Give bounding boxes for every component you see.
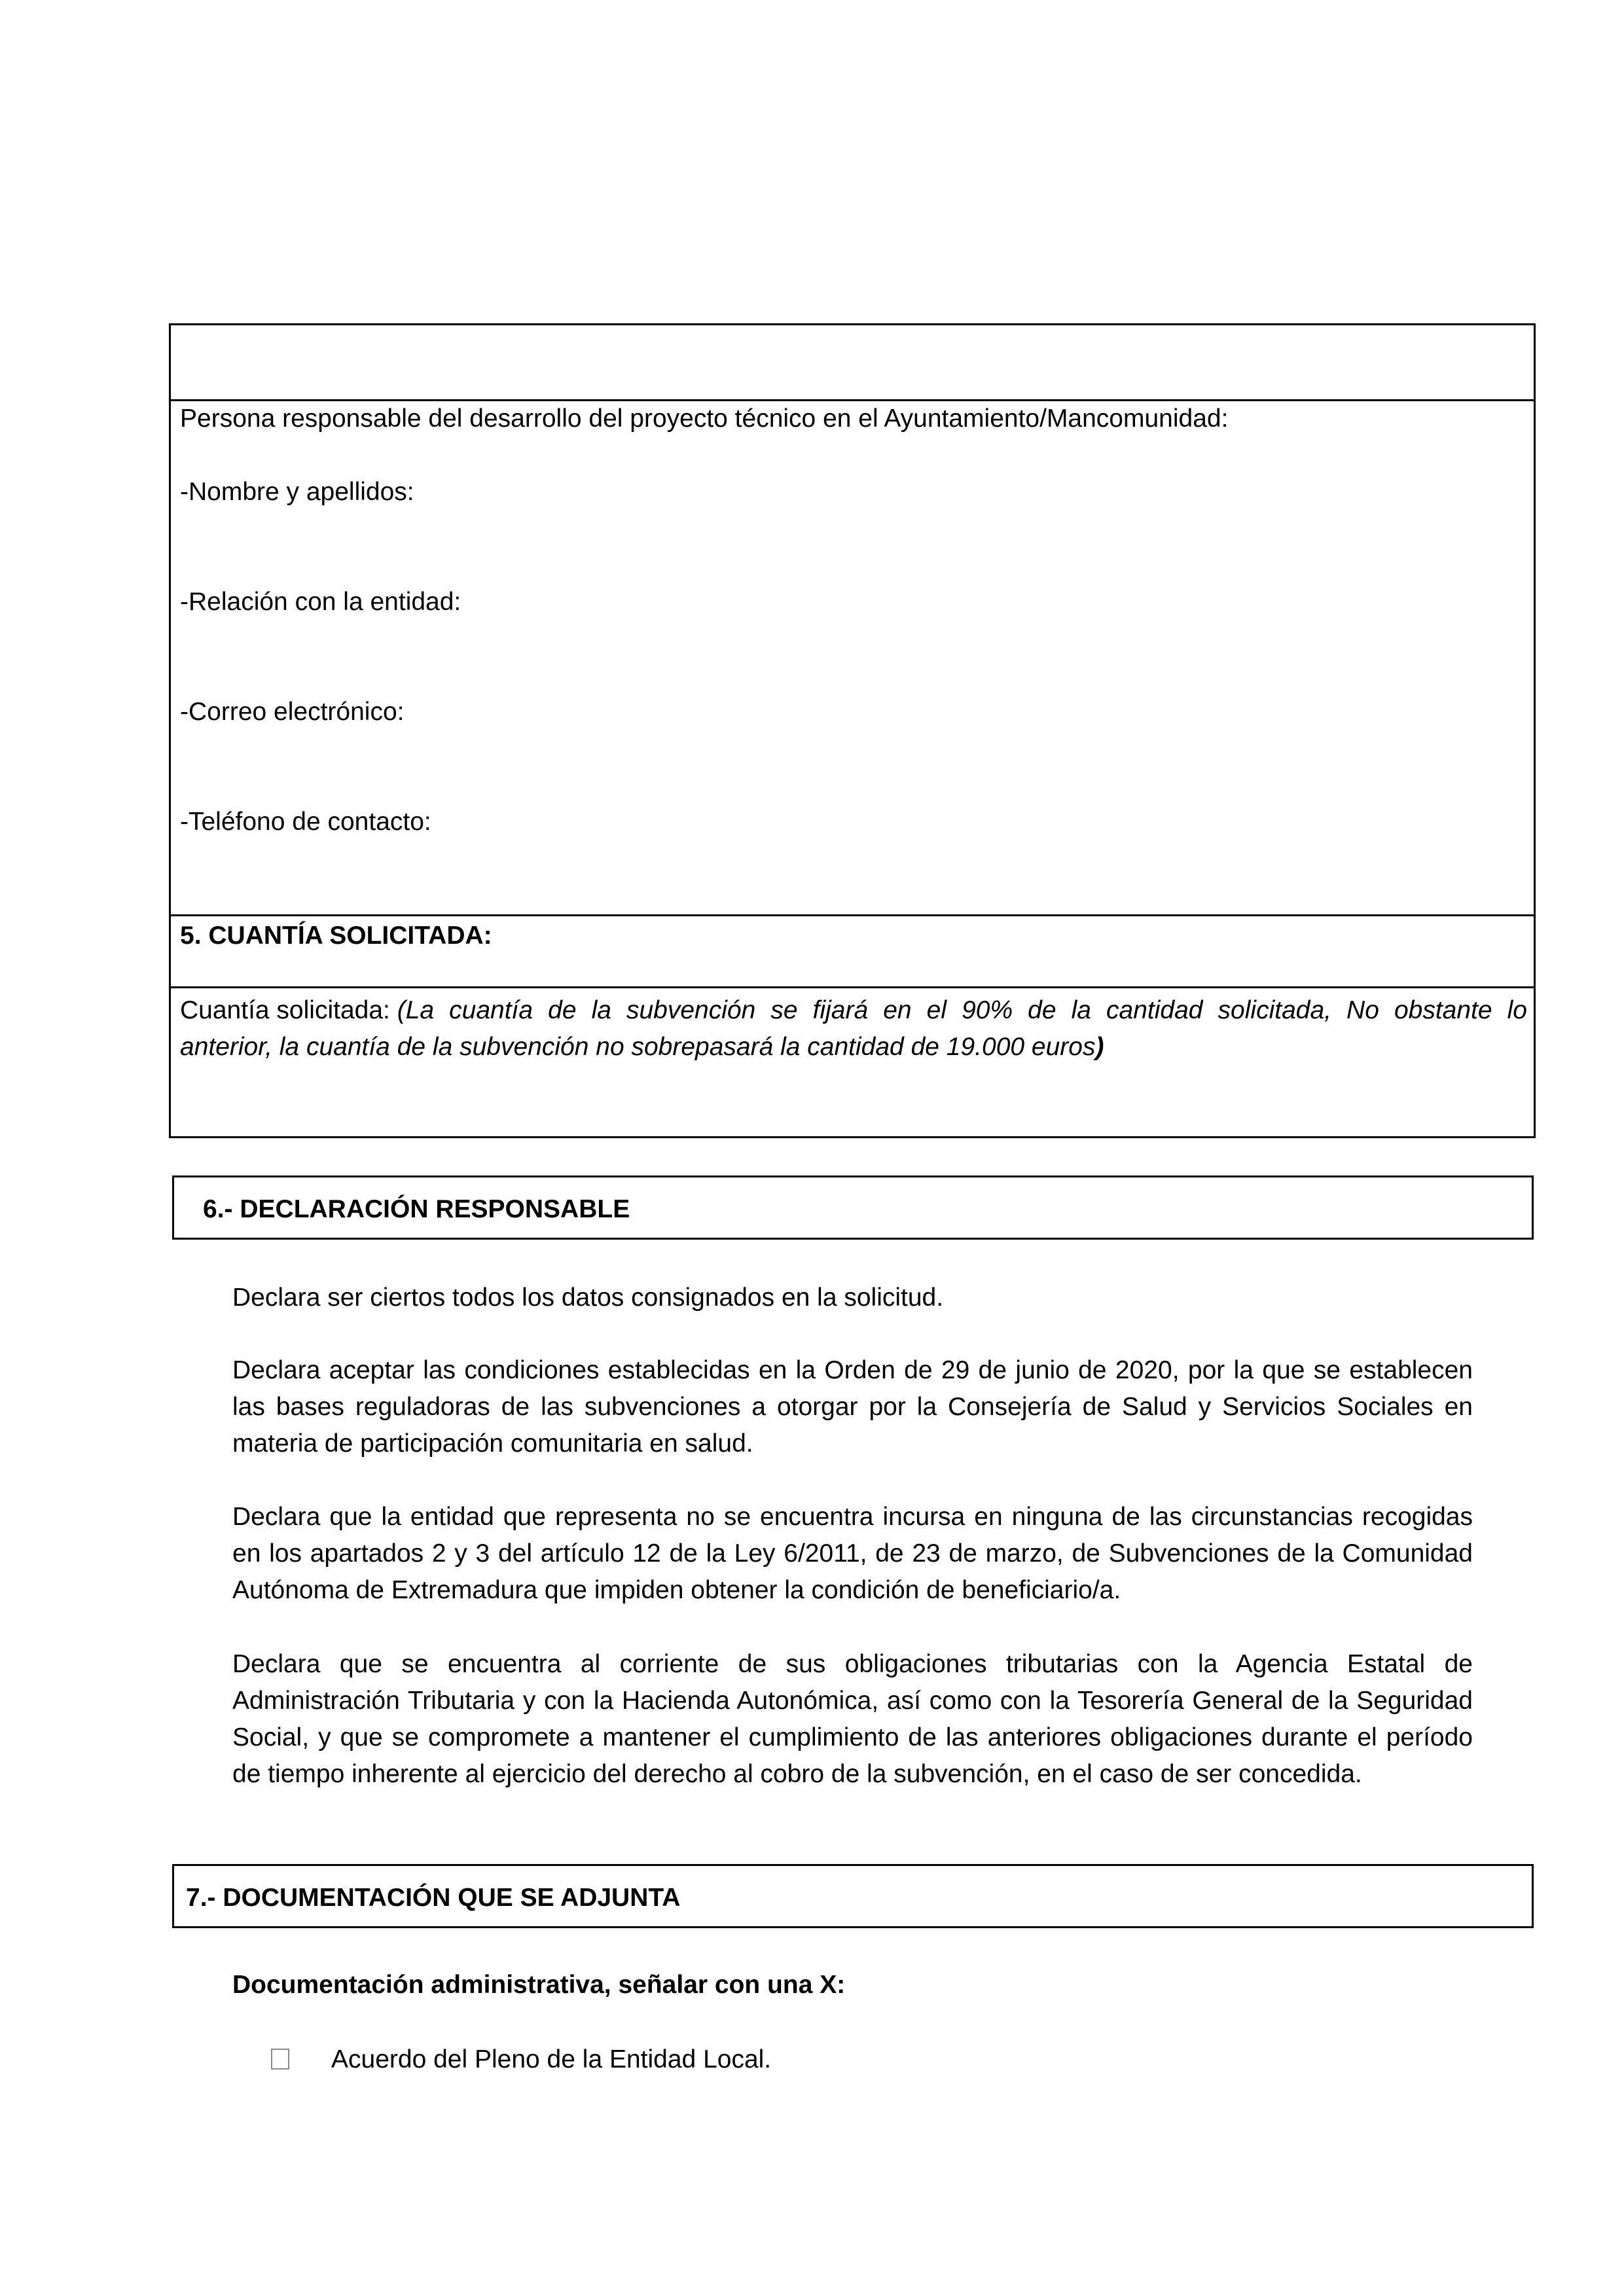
- declaration-paragraph-1: Declara ser ciertos todos los datos consignados en la solicitud.: [232, 1283, 944, 1312]
- amount-note-line2: anterior, la cuantía de la subvención no sobrepasará la cantidad de 19.000 euros: [180, 1033, 1096, 1061]
- section5-title: 5. CUANTÍA SOLICITADA:: [180, 922, 492, 950]
- section7-subtitle: Documentación administrativa, señalar con una X:: [232, 1971, 846, 1999]
- list-item-label: Acuerdo del Pleno de la Entidad Local.: [331, 2045, 772, 2073]
- list-item[interactable]: [271, 2042, 1056, 2079]
- table-row-divider: [171, 914, 1534, 916]
- section6-header: [172, 1175, 1534, 1240]
- email-field-label: -Correo electrónico:: [180, 698, 405, 726]
- amount-note-close: ): [1095, 1033, 1104, 1061]
- amount-line-1: [180, 996, 1527, 1026]
- declaration-paragraph-3: Declara que la entidad que representa no se encuentra incursa en ninguna de las circunstancias recogidas en los apartados 2 y 3 del artículo 12 de la Ley 6/2011, de 23 de marzo, de Subvenciones de la Comunidad Autónoma de Extremadura que impiden obtener la condición de beneficiario/a.: [232, 1503, 1473, 1604]
- section7-header: [172, 1864, 1534, 1928]
- declaration-paragraph-4: Declara que se encuentra al corriente de sus obligaciones tributarias con la Agencia Estatal de Administración Tributaria y con la Hacienda Autonómica, así como con la Tesorería General de la Seguridad Social, y que se compromete a mantener el cumplimiento de las anteriores obligaciones durante el período de tiempo inherente al ejercicio del derecho al cobro de la subvención, en el caso de ser concedida.: [232, 1650, 1473, 1788]
- relation-field-label: -Relación con la entidad:: [180, 588, 461, 616]
- checkbox[interactable]: [271, 2049, 289, 2070]
- section6-title: 6.- DECLARACIÓN RESPONSABLE: [203, 1195, 630, 1223]
- table-row-empty: [171, 399, 1534, 401]
- phone-field-label: -Teléfono de contacto:: [180, 808, 431, 836]
- section7-title: 7.- DOCUMENTACIÓN QUE SE ADJUNTA: [186, 1884, 681, 1912]
- project-table: [169, 323, 1536, 1138]
- table-row-divider: [171, 986, 1534, 988]
- name-field-label: -Nombre y apellidos:: [180, 478, 414, 506]
- amount-line-2: [180, 1032, 1104, 1063]
- declaration-paragraph-2: Declara aceptar las condiciones establecidas en la Orden de 29 de junio de 2020, por la que se establecen las bases reguladoras de las subvenciones a otorgar por la Consejería de Salud y Servicios Sociales en materia de participación comunitaria en salud.: [232, 1356, 1473, 1458]
- amount-note-line1: (La cuantía de la subvención se fijará en el 90% de la cantidad solicitada, No obstante lo: [397, 996, 1527, 1024]
- responsible-label: Persona responsable del desarrollo del proyecto técnico en el Ayuntamiento/Mancomunidad:: [180, 404, 1229, 433]
- amount-label: Cuantía solicitada:: [180, 996, 397, 1024]
